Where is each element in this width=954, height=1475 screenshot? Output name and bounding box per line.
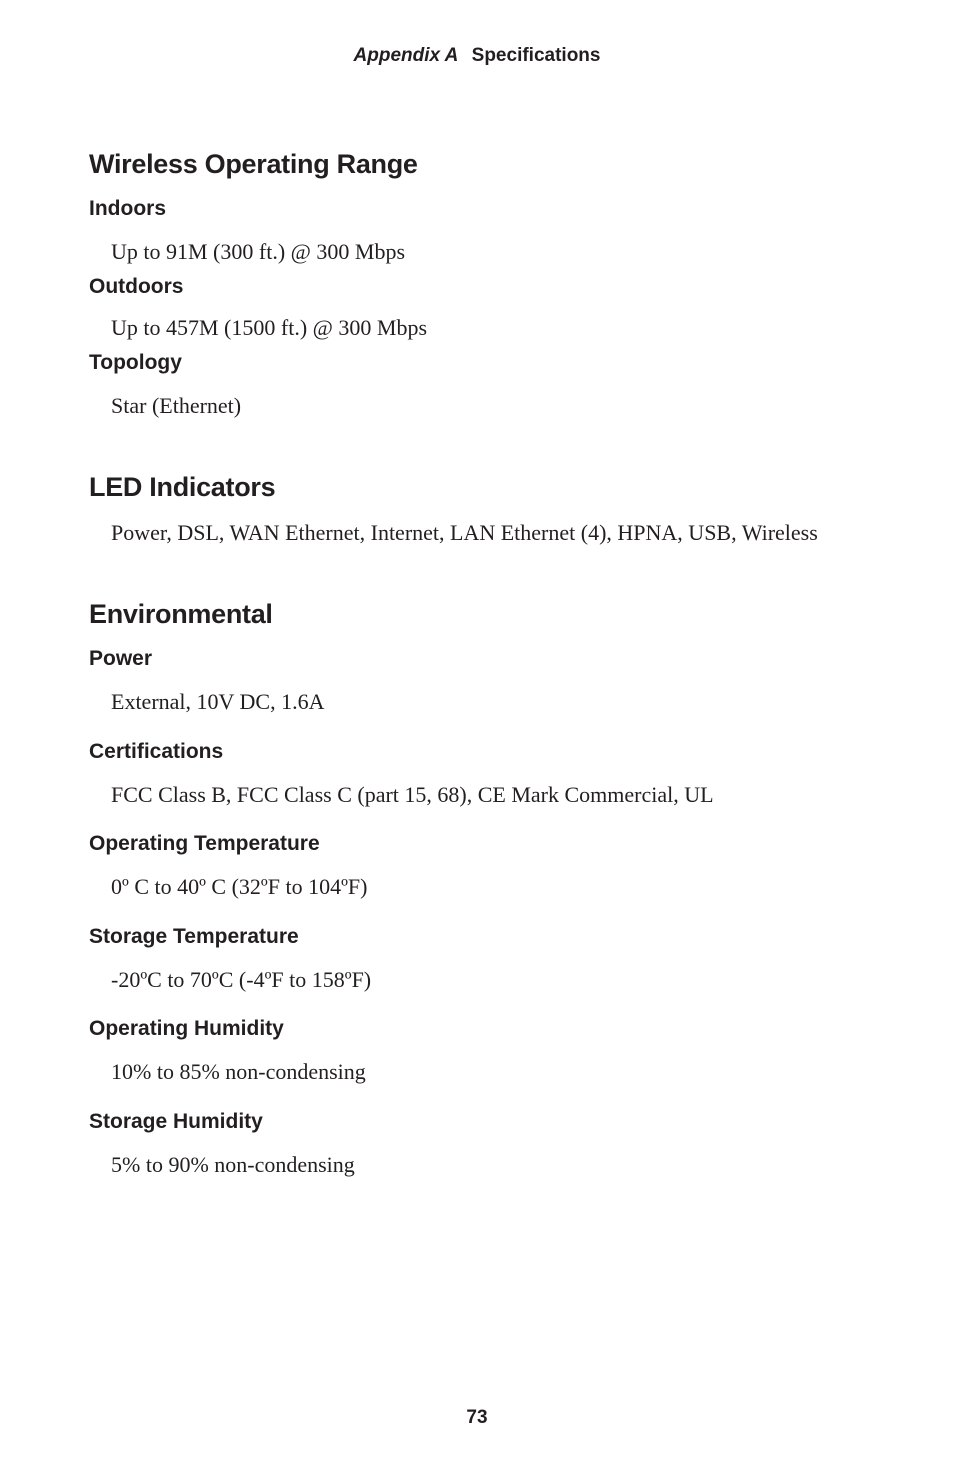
storage-humidity-label: Storage Humidity — [89, 1110, 263, 1133]
led-indicators-value: Power, DSL, WAN Ethernet, Internet, LAN Ethernet (4), HPNA, USB, Wireless — [111, 520, 818, 545]
running-header — [0, 45, 954, 67]
operating-temperature-value: 0º C to 40º C (32ºF to 104ºF) — [111, 874, 368, 899]
operating-humidity-value: 10% to 85% non-condensing — [111, 1059, 366, 1084]
environmental-heading: Environmental — [89, 599, 273, 629]
topology-value: Star (Ethernet) — [111, 393, 242, 418]
power-label: Power — [89, 647, 153, 670]
outdoors-value: Up to 457M (1500 ft.) @ 300 Mbps — [111, 315, 428, 340]
operating-humidity-label: Operating Humidity — [89, 1017, 284, 1040]
indoors-label: Indoors — [89, 197, 166, 220]
page-number: 73 — [466, 1407, 488, 1428]
storage-temperature-value: -20ºC to 70ºC (-4ºF to 158ºF) — [111, 967, 372, 992]
storage-temperature-label: Storage Temperature — [89, 925, 299, 948]
operating-temperature-label: Operating Temperature — [89, 832, 320, 855]
wireless-range-heading: Wireless Operating Range — [89, 149, 418, 179]
indoors-value: Up to 91M (300 ft.) @ 300 Mbps — [111, 239, 406, 264]
certifications-label: Certifications — [89, 740, 224, 763]
appendix-label: Appendix A — [353, 45, 459, 66]
led-indicators-heading: LED Indicators — [89, 472, 276, 502]
certifications-value: FCC Class B, FCC Class C (part 15, 68), CE Mark Commercial, UL — [111, 782, 714, 807]
topology-label: Topology — [89, 351, 182, 374]
storage-humidity-value: 5% to 90% non-condensing — [111, 1152, 355, 1177]
power-value: External, 10V DC, 1.6A — [111, 689, 325, 714]
header-title: Specifications — [471, 45, 601, 66]
outdoors-label: Outdoors — [89, 275, 184, 298]
